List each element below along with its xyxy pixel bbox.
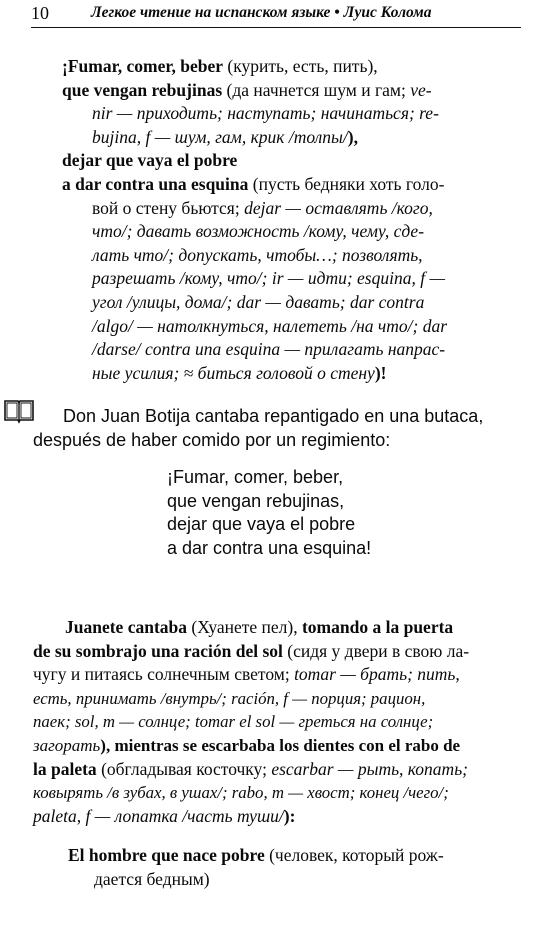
closing-punct: ), [347, 126, 358, 147]
gloss-line: паек; sol, m — солнце; tomar el sol — греться на солнце; [33, 712, 434, 732]
closing-punct: )! [374, 362, 387, 383]
vocab-note: загорать [33, 735, 101, 755]
gloss-line: /algo/ — натолкнуться, налететь /на что/; dar [92, 315, 448, 336]
closing-punct: ): [283, 805, 296, 826]
vocab-note: bujina, f — шум, гам, крик /толпы/ [92, 126, 348, 147]
translation: (курить, есть, пить), [223, 56, 378, 76]
translation: (человек, который рож- [264, 845, 444, 865]
gloss-line [62, 173, 502, 197]
gloss-line [62, 79, 502, 103]
gloss-line [33, 663, 525, 687]
gloss-line: nir — приходить; наступать; начинаться; re- [92, 103, 439, 124]
translation: чугу и питаясь солнечным светом; [33, 664, 295, 685]
vocab-note: escarbar — рыть, копать; [271, 758, 468, 779]
phrase: El hombre que nace pobre [68, 845, 265, 865]
page-number: 10 [31, 3, 49, 23]
translation: (да начнется шум и гам; [222, 79, 411, 100]
gloss-line: ковырять /в зубах, в ушах/; rabo, m — хвост; конец /чего/; [33, 783, 449, 803]
translation: (пусть бедняки хоть голо- [248, 173, 445, 194]
running-title: Легкое чтение на испанском языке • Луис Колома [91, 4, 432, 21]
gloss-line [62, 197, 502, 221]
gloss-line [62, 362, 502, 386]
translation: (сидя у двери в свою ла- [282, 640, 470, 661]
vocab-note: ные усилия; ≈ биться головой о стену [92, 362, 375, 383]
vocab-note: ve- [410, 79, 432, 100]
vocab-note: tomar — брать; пить, [294, 664, 460, 685]
phrase: Juanete cantaba [65, 617, 188, 637]
poem [167, 466, 527, 560]
poem-line: a dar contra una esquina! [167, 537, 372, 558]
page-header [31, 3, 521, 28]
poem-line: que vengan rebujinas, [167, 490, 345, 511]
gloss-line [33, 805, 525, 829]
phrase: de su sombrajo una ración del sol [33, 640, 283, 661]
gloss-block-1 [62, 55, 502, 385]
phrase: que vengan rebujinas [62, 79, 223, 100]
gloss-line: угол /улицы, дома/; dar — давать; dar contra [92, 291, 425, 312]
translation: вой о стену бьются; [92, 197, 245, 218]
gloss-line [33, 758, 525, 782]
gloss-line [68, 844, 508, 868]
gloss-block-3 [68, 844, 508, 891]
reading-line: Don Juan Botija cantaba repantigado en una butaca, [63, 406, 484, 426]
phrase: la paleta [33, 758, 97, 779]
translation: (обгладывая косточку; [96, 758, 272, 779]
gloss-line: лать что/; допускать, чтобы…; позволять, [92, 244, 423, 265]
gloss-block-2 [33, 616, 525, 828]
translation: (Хуанете пел), [187, 617, 302, 637]
gloss-line: дается бедным) [94, 868, 210, 889]
poem-line: ¡Fumar, comer, beber, [167, 467, 344, 487]
gloss-line: /darse/ contra una esquina — прилагать напрас- [92, 339, 446, 360]
closing-punct: ), [100, 735, 115, 755]
gloss-line [62, 126, 502, 150]
gloss-line [62, 55, 502, 79]
gloss-line [33, 640, 525, 664]
gloss-line: что/; давать возможность /кому, чему, сде- [92, 221, 425, 242]
reading-line: después de haber comido por un regimiento: [33, 430, 391, 450]
phrase: dejar que vaya el pobre [62, 150, 238, 171]
phrase: tomando a la puerta [301, 617, 454, 637]
vocab-note: paleta, f — лопатка /часть туши/ [33, 805, 284, 826]
poem-line: dejar que vaya el pobre [167, 514, 356, 534]
gloss-line [33, 616, 525, 640]
phrase: ¡Fumar, comer, beber [62, 56, 224, 76]
phrase: mientras se escarbaba los dientes con el rabo de [114, 735, 461, 755]
gloss-line: есть, принимать /внутрь/; ración, f — порция; рацион, [33, 688, 426, 708]
vocab-note: dejar — оставлять /кого, [244, 197, 433, 218]
gloss-line: разрешать /кому, что/; ir — идти; esquina, f — [92, 268, 446, 289]
open-book-icon [3, 398, 35, 424]
phrase: a dar contra una esquina [62, 173, 249, 194]
gloss-line [33, 734, 525, 758]
